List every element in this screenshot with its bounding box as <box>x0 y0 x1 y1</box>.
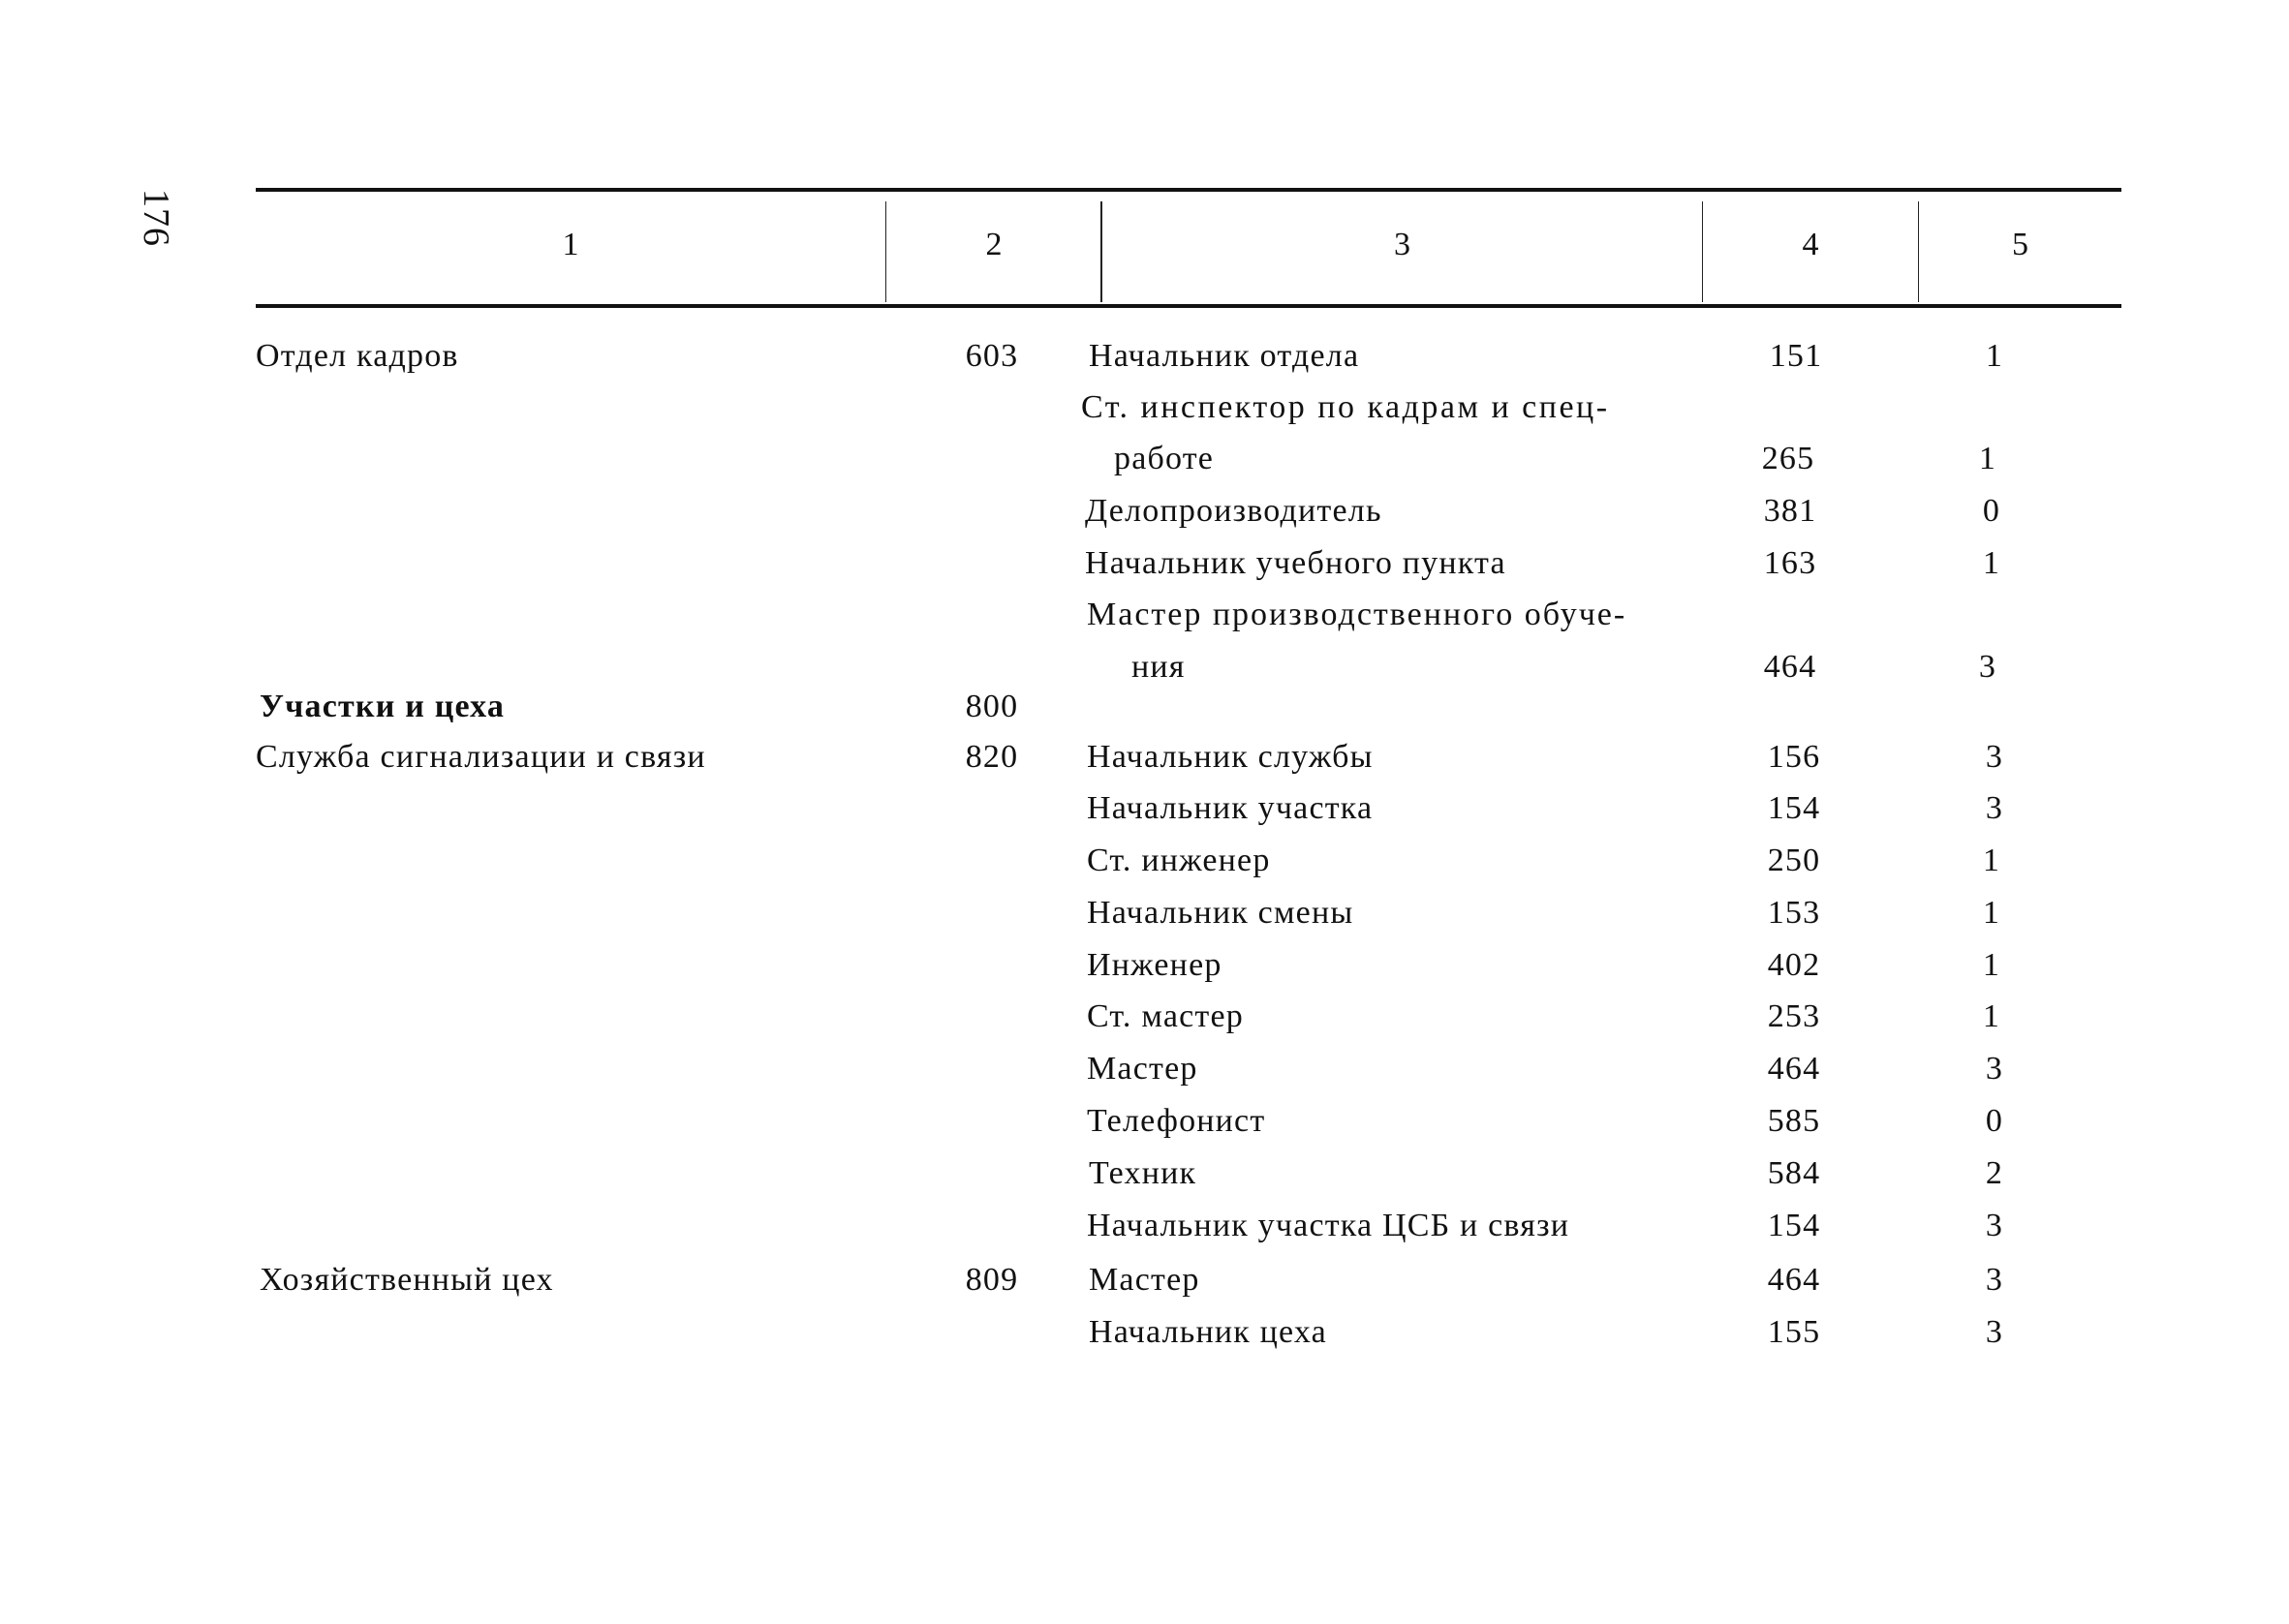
position-value: 2 <box>1985 1155 2004 1191</box>
column-header-5: 5 <box>2012 227 2028 262</box>
position-code: 151 <box>1769 338 1823 374</box>
position-title: Начальник службы <box>1087 739 1374 775</box>
position-title: Начальник цеха <box>1089 1314 1327 1350</box>
group-code: 603 <box>965 338 1019 374</box>
position-title: Телефонист <box>1087 1103 1266 1139</box>
group-name: Служба сигнализации и связи <box>256 739 706 775</box>
position-value: 3 <box>1985 1208 2004 1243</box>
position-value: 3 <box>1985 790 2004 826</box>
staff-table <box>256 188 2121 1398</box>
position-title: Мастер <box>1087 1051 1198 1087</box>
position-value: 1 <box>1982 545 2001 581</box>
position-title: ния <box>1131 649 1186 685</box>
group-name: Участки и цеха <box>260 689 506 724</box>
table-header-rule <box>256 304 2121 308</box>
position-code: 153 <box>1767 895 1821 931</box>
position-code: 154 <box>1767 1208 1821 1243</box>
position-title: Начальник смены <box>1087 895 1354 931</box>
position-title: Ст. инженер <box>1087 843 1271 878</box>
column-header-4: 4 <box>1802 227 1819 262</box>
position-value: 0 <box>1985 1103 2004 1139</box>
group-name: Хозяйственный цех <box>260 1262 554 1298</box>
position-code: 402 <box>1767 947 1821 983</box>
position-title: Начальник участка <box>1087 790 1374 826</box>
position-title: работе <box>1114 441 1215 476</box>
position-code: 585 <box>1767 1103 1821 1139</box>
column-header-1: 1 <box>562 227 579 262</box>
column-divider-1 <box>885 201 886 302</box>
position-title: Ст. инспектор по кадрам и спец- <box>1081 389 1610 425</box>
position-title: Мастер <box>1089 1262 1200 1298</box>
group-code: 809 <box>965 1262 1019 1298</box>
group-code: 800 <box>965 689 1019 724</box>
position-code: 156 <box>1767 739 1821 775</box>
position-value: 1 <box>1978 441 1997 476</box>
position-value: 1 <box>1982 843 2001 878</box>
position-code: 464 <box>1767 1262 1821 1298</box>
position-title: Техник <box>1089 1155 1197 1191</box>
position-title: Начальник отдела <box>1089 338 1360 374</box>
position-title: Ст. мастер <box>1087 998 1244 1034</box>
position-title: Делопроизводитель <box>1085 493 1382 529</box>
page-number: 176 <box>136 189 176 247</box>
position-value: 1 <box>1985 338 2004 374</box>
position-code: 154 <box>1767 790 1821 826</box>
position-value: 3 <box>1985 739 2004 775</box>
position-code: 464 <box>1767 1051 1821 1087</box>
position-code: 381 <box>1763 493 1817 529</box>
position-code: 584 <box>1767 1155 1821 1191</box>
position-value: 1 <box>1982 895 2001 931</box>
position-value: 3 <box>1985 1051 2004 1087</box>
position-code: 253 <box>1767 998 1821 1034</box>
position-code: 163 <box>1763 545 1817 581</box>
position-title: Мастер производственного обуче- <box>1087 597 1627 632</box>
column-header-3: 3 <box>1394 227 1410 262</box>
position-value: 3 <box>1985 1314 2004 1350</box>
position-title: Начальник участка ЦСБ и связи <box>1087 1208 1570 1243</box>
position-code: 464 <box>1763 649 1817 685</box>
position-title: Начальник учебного пункта <box>1085 545 1506 581</box>
group-name: Отдел кадров <box>256 338 459 374</box>
position-value: 1 <box>1982 947 2001 983</box>
position-title: Инженер <box>1087 947 1222 983</box>
position-value: 1 <box>1982 998 2001 1034</box>
position-code: 250 <box>1767 843 1821 878</box>
column-header-2: 2 <box>985 227 1003 262</box>
position-value: 3 <box>1985 1262 2004 1298</box>
position-code: 155 <box>1767 1314 1821 1350</box>
table-top-rule <box>256 188 2121 192</box>
group-code: 820 <box>965 739 1019 775</box>
position-code: 265 <box>1761 441 1815 476</box>
position-value: 3 <box>1978 649 1997 685</box>
position-value: 0 <box>1982 493 2001 529</box>
